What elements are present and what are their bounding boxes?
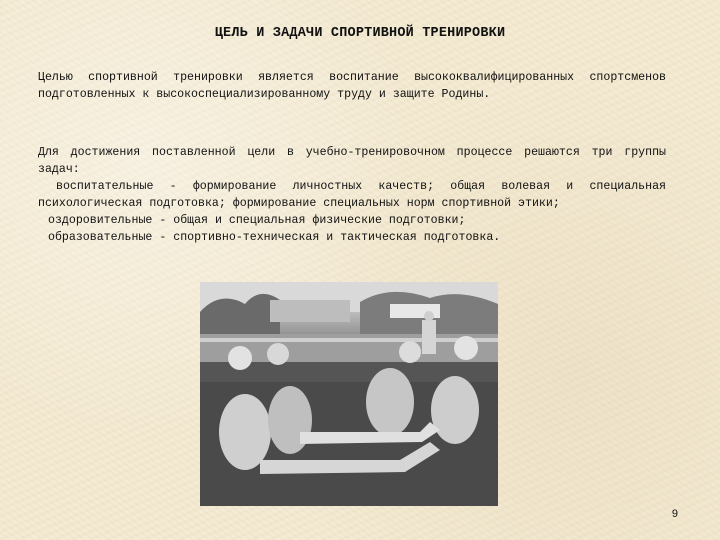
goal-paragraph: Целью спортивной тренировки является воспитание высококвалифицированных спортсменов подготовленных к высокоспециализированному труду и защите Родины. [38,71,666,101]
tasks-paragraph [38,144,666,246]
tasks-intro: Для достижения поставленной цели в учебно-тренировочном процессе решаются три группы задач: [38,146,666,176]
page-number: 9 [671,508,678,520]
task-training: образовательные - спортивно-техническая и тактическая подготовка. [48,231,501,244]
slide-title: ЦЕЛЬ И ЗАДАЧИ СПОРТИВНОЙ ТРЕНИРОВКИ [214,26,506,41]
task-educational: воспитательные - формирование личностных качеств; общая волевая и специальная психологическая подготовка; формирование специальных норм спортивной этики; [38,180,666,210]
task-health: оздоровительные - общая и специальная физические подготовки; [48,214,466,227]
athletes-photo [200,282,498,506]
